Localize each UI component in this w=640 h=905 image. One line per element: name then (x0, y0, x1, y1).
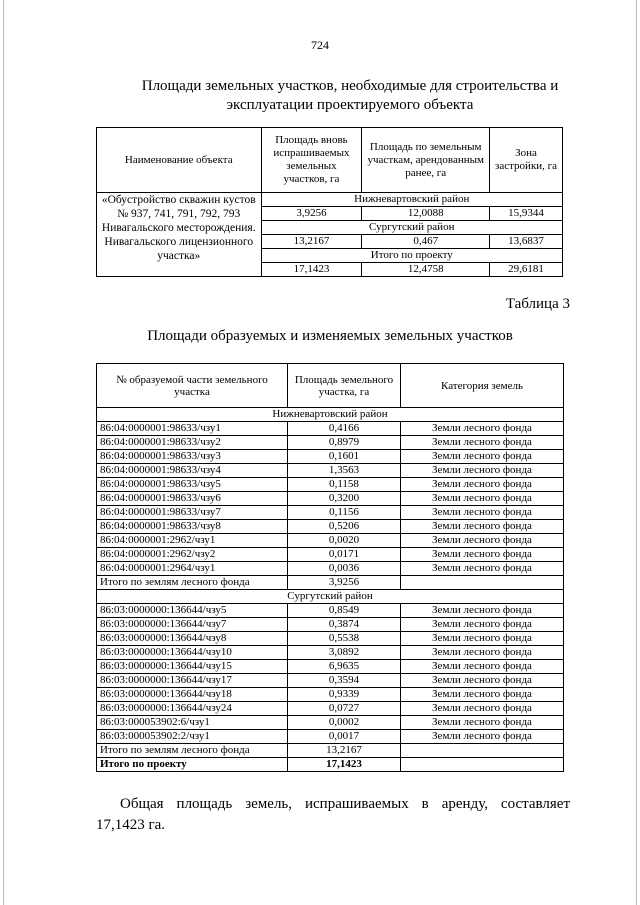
parcel-area-cell: 0,9339 (288, 688, 401, 702)
parcel-id-cell: 86:03:0000000:136644/чзу17 (97, 674, 288, 688)
land-category-cell: Земли лесного фонда (401, 716, 564, 730)
region-row (97, 408, 564, 422)
parcel-area-cell: 0,3200 (288, 492, 401, 506)
parcel-id-cell: 86:03:0000000:136644/чзу18 (97, 688, 288, 702)
land-category-cell: Земли лесного фонда (401, 436, 564, 450)
value-cell: 13,6837 (490, 235, 563, 249)
subtotal-area: 13,2167 (288, 744, 401, 758)
region-label: Сургутский район (97, 590, 564, 604)
parcel-id-cell: 86:04:0000001:98633/чзу4 (97, 464, 288, 478)
land-category-cell: Земли лесного фонда (401, 660, 564, 674)
value-cell: 15,9344 (490, 207, 563, 221)
land-category-cell: Земли лесного фонда (401, 422, 564, 436)
summary-line1: Общая площадь земель, испрашиваемых в аренду, составляет (120, 796, 570, 812)
parcel-area-cell: 1,3563 (288, 464, 401, 478)
table-label: Таблица 3 (505, 296, 570, 312)
parcel-area-cell: 0,0727 (288, 702, 401, 716)
table-row (97, 604, 564, 618)
total-label: Итого по проекту (261, 249, 563, 263)
table-row (97, 520, 564, 534)
summary-line2: 17,1423 га. (96, 817, 166, 833)
empty-cell (401, 758, 564, 772)
scan-edge-right (636, 0, 637, 905)
land-category-cell: Земли лесного фонда (401, 618, 564, 632)
table-row (97, 450, 564, 464)
parcel-area-cell: 0,0017 (288, 730, 401, 744)
parcel-id-cell: 86:04:0000001:98633/чзу5 (97, 478, 288, 492)
region-label: Нижневартовский район (261, 193, 563, 207)
parcel-id-cell: 86:04:0000001:2962/чзу1 (97, 534, 288, 548)
parcel-id-cell: 86:04:0000001:98633/чзу3 (97, 450, 288, 464)
table-row (97, 674, 564, 688)
value-cell: 12,0088 (362, 207, 490, 221)
parcel-id-cell: 86:03:000053902:6/чзу1 (97, 716, 288, 730)
parcel-area-cell: 6,9635 (288, 660, 401, 674)
region-label: Нижневартовский район (97, 408, 564, 422)
land-category-cell: Земли лесного фонда (401, 562, 564, 576)
table-header-row (97, 364, 564, 408)
parcel-area-cell: 0,3594 (288, 674, 401, 688)
land-category-cell: Земли лесного фонда (401, 632, 564, 646)
value-cell: 29,6181 (490, 263, 563, 277)
subtotal-label: Итого по землям лесного фонда (97, 744, 288, 758)
table-header-row (97, 128, 563, 193)
parcel-area-cell: 0,0002 (288, 716, 401, 730)
table-row (97, 548, 564, 562)
land-areas-table (96, 127, 563, 277)
parcel-id-cell: 86:03:0000000:136644/чзу5 (97, 604, 288, 618)
parcel-id-cell: 86:03:000053902:2/чзу1 (97, 730, 288, 744)
value-cell: 0,467 (362, 235, 490, 249)
header-parcel-area: Площадь земельного участка, га (288, 364, 401, 408)
parcel-area-cell: 0,8979 (288, 436, 401, 450)
parcel-area-cell: 0,1156 (288, 506, 401, 520)
header-parcel-id: № образуемой части земельного участка (97, 364, 288, 408)
subtotal-row (97, 576, 564, 590)
table1-title-line2: эксплуатации проектируемого объекта (226, 97, 474, 113)
scan-edge-left (3, 0, 4, 905)
parcel-id-cell: 86:03:0000000:136644/чзу10 (97, 646, 288, 660)
parcel-area-cell: 0,0171 (288, 548, 401, 562)
empty-cell (401, 744, 564, 758)
land-category-cell: Земли лесного фонда (401, 548, 564, 562)
object-name-cell: «Обустройство скважин кустов № 937, 741, 791, 792, 793 Нивагальского месторождения. Нивагальского лицензионного участка» (97, 193, 262, 277)
region-label: Сургутский район (261, 221, 563, 235)
table-row (97, 492, 564, 506)
land-category-cell: Земли лесного фонда (401, 646, 564, 660)
table-row (97, 688, 564, 702)
parcel-id-cell: 86:04:0000001:98633/чзу2 (97, 436, 288, 450)
header-build-zone: Зона застройки, га (490, 128, 563, 193)
region-row (97, 590, 564, 604)
value-cell: 17,1423 (261, 263, 362, 277)
land-parcels-table (96, 363, 564, 772)
parcel-area-cell: 0,8549 (288, 604, 401, 618)
header-object-name: Наименование объекта (97, 128, 262, 193)
land-category-cell: Земли лесного фонда (401, 674, 564, 688)
parcel-id-cell: 86:03:0000000:136644/чзу8 (97, 632, 288, 646)
table-row (97, 618, 564, 632)
parcel-area-cell: 0,1601 (288, 450, 401, 464)
land-category-cell: Земли лесного фонда (401, 688, 564, 702)
subtotal-label: Итого по землям лесного фонда (97, 576, 288, 590)
table-row (97, 646, 564, 660)
land-category-cell: Земли лесного фонда (401, 520, 564, 534)
header-new-area: Площадь вновь испрашиваемых земельных участков, га (261, 128, 362, 193)
value-cell: 12,4758 (362, 263, 490, 277)
table-row (97, 422, 564, 436)
table1-title-line1: Площади земельных участков, необходимые для строительства и (141, 78, 559, 94)
parcel-area-cell: 0,0020 (288, 534, 401, 548)
subtotal-area: 3,9256 (288, 576, 401, 590)
land-category-cell: Земли лесного фонда (401, 534, 564, 548)
value-cell: 3,9256 (261, 207, 362, 221)
table-row (97, 478, 564, 492)
parcel-area-cell: 0,3874 (288, 618, 401, 632)
land-category-cell: Земли лесного фонда (401, 604, 564, 618)
parcel-id-cell: 86:04:0000001:2962/чзу2 (97, 548, 288, 562)
table-row (97, 730, 564, 744)
table-row (97, 632, 564, 646)
total-row (97, 758, 564, 772)
parcel-area-cell: 0,5538 (288, 632, 401, 646)
value-cell: 13,2167 (261, 235, 362, 249)
header-leased-area: Площадь по земельным участкам, арендованным ранее, га (362, 128, 490, 193)
table-row (97, 716, 564, 730)
land-category-cell: Земли лесного фонда (401, 506, 564, 520)
parcel-id-cell: 86:03:0000000:136644/чзу7 (97, 618, 288, 632)
land-category-cell: Земли лесного фонда (401, 464, 564, 478)
parcel-id-cell: 86:03:0000000:136644/чзу24 (97, 702, 288, 716)
table-row (97, 702, 564, 716)
parcel-area-cell: 0,1158 (288, 478, 401, 492)
parcel-id-cell: 86:03:0000000:136644/чзу15 (97, 660, 288, 674)
table-row (97, 660, 564, 674)
parcel-area-cell: 0,5206 (288, 520, 401, 534)
page-number: 724 (311, 38, 329, 52)
table-row (97, 562, 564, 576)
parcel-area-cell: 3,0892 (288, 646, 401, 660)
land-category-cell: Земли лесного фонда (401, 450, 564, 464)
empty-cell (401, 576, 564, 590)
parcel-area-cell: 0,0036 (288, 562, 401, 576)
parcel-id-cell: 86:04:0000001:2964/чзу1 (97, 562, 288, 576)
table-row (97, 464, 564, 478)
parcel-area-cell: 0,4166 (288, 422, 401, 436)
land-category-cell: Земли лесного фонда (401, 702, 564, 716)
table-row (97, 436, 564, 450)
land-category-cell: Земли лесного фонда (401, 492, 564, 506)
total-label: Итого по проекту (97, 758, 288, 772)
table-row (97, 506, 564, 520)
parcel-id-cell: 86:04:0000001:98633/чзу6 (97, 492, 288, 506)
table-row (97, 534, 564, 548)
parcel-id-cell: 86:04:0000001:98633/чзу1 (97, 422, 288, 436)
table1-title (100, 77, 600, 115)
parcel-id-cell: 86:04:0000001:98633/чзу8 (97, 520, 288, 534)
parcel-id-cell: 86:04:0000001:98633/чзу7 (97, 506, 288, 520)
land-category-cell: Земли лесного фонда (401, 730, 564, 744)
total-area: 17,1423 (288, 758, 401, 772)
header-land-category: Категория земель (401, 364, 564, 408)
table3-title: Площади образуемых и изменяемых земельных участков (147, 328, 513, 344)
table-row (97, 193, 563, 207)
subtotal-row (97, 744, 564, 758)
land-category-cell: Земли лесного фонда (401, 478, 564, 492)
summary-paragraph (96, 794, 570, 836)
